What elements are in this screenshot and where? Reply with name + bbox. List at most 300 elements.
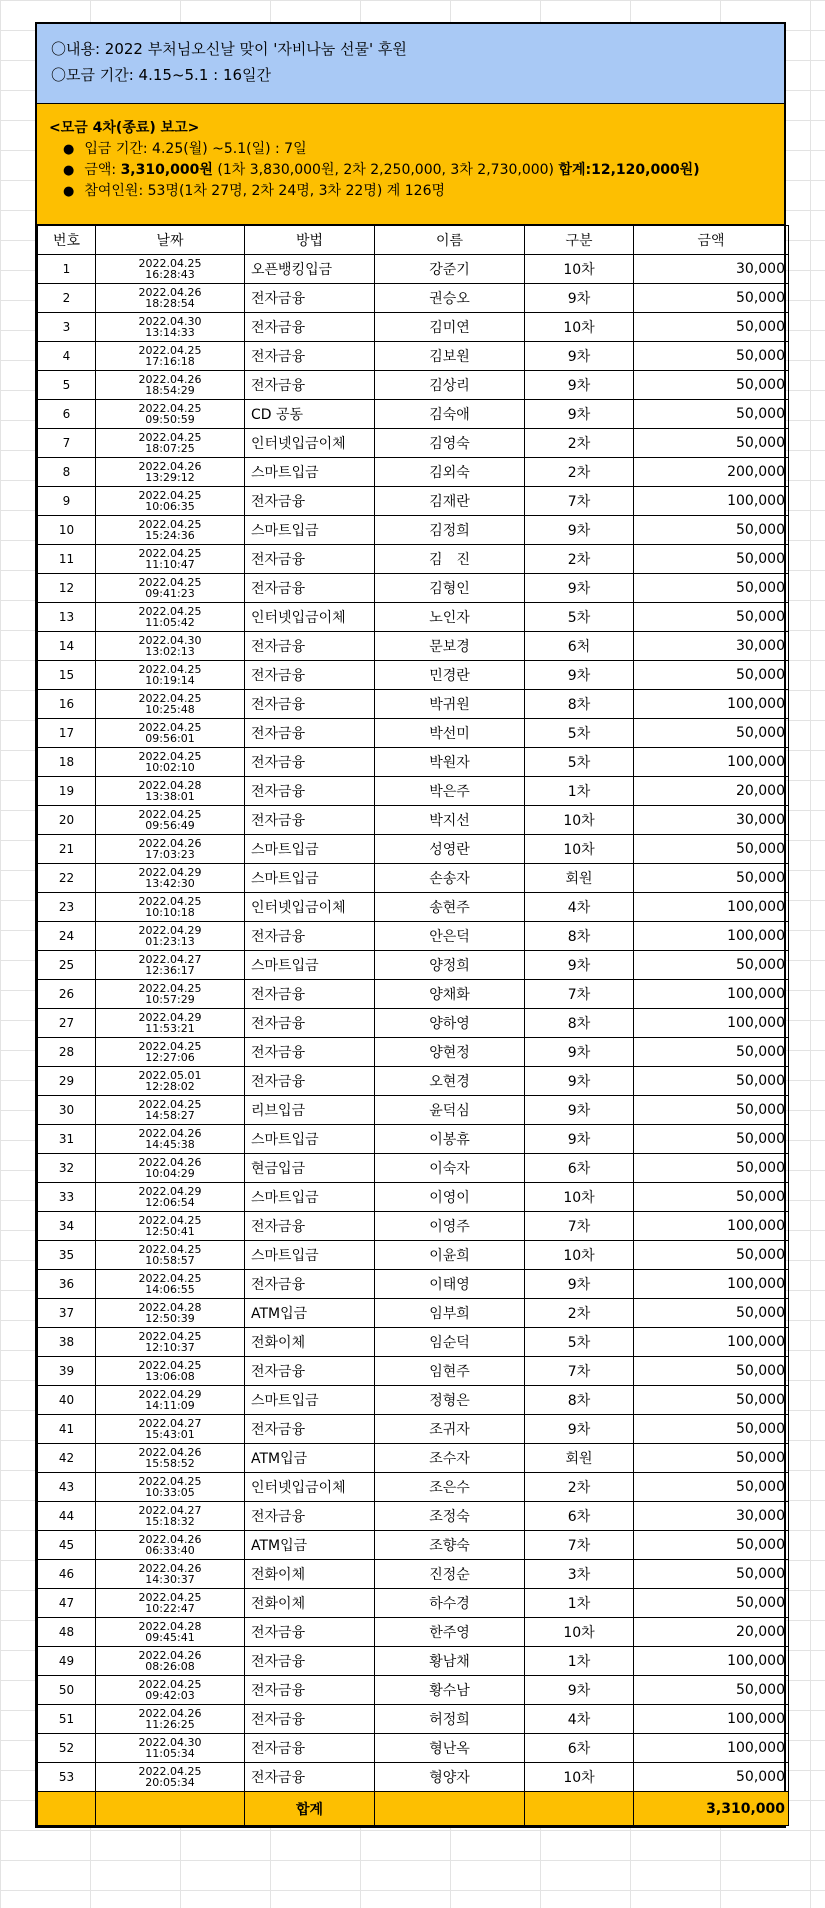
row-amount: 100,000 bbox=[634, 1647, 789, 1676]
row-name: 김보원 bbox=[375, 342, 525, 371]
row-date bbox=[96, 1154, 245, 1183]
row-method: 전자금융 bbox=[245, 980, 375, 1009]
table-row bbox=[38, 458, 789, 487]
row-name: 이영주 bbox=[375, 1212, 525, 1241]
total-label: 합계 bbox=[245, 1792, 375, 1826]
row-method: 전자금융 bbox=[245, 690, 375, 719]
row-gubun: 2차 bbox=[525, 1473, 634, 1502]
row-date-time: 10:25:48 bbox=[145, 703, 195, 716]
row-method: 전자금융 bbox=[245, 1357, 375, 1386]
row-name: 박은주 bbox=[375, 777, 525, 806]
table-row bbox=[38, 690, 789, 719]
row-name: 김숙애 bbox=[375, 400, 525, 429]
row-date-time: 14:58:27 bbox=[145, 1109, 195, 1122]
row-gubun: 1차 bbox=[525, 777, 634, 806]
row-date-day: 2022.04.29 bbox=[138, 866, 202, 879]
row-amount: 30,000 bbox=[634, 806, 789, 835]
row-name: 박지선 bbox=[375, 806, 525, 835]
row-gubun: 7차 bbox=[525, 1212, 634, 1241]
row-method: 인터넷입금이체 bbox=[245, 603, 375, 632]
row-date bbox=[96, 806, 245, 835]
table-row bbox=[38, 371, 789, 400]
row-number: 49 bbox=[38, 1647, 96, 1676]
row-method: 전자금융 bbox=[245, 922, 375, 951]
row-number: 52 bbox=[38, 1734, 96, 1763]
table-row bbox=[38, 893, 789, 922]
row-date-day: 2022.04.25 bbox=[138, 576, 202, 589]
row-date-day: 2022.04.25 bbox=[138, 518, 202, 531]
row-amount: 50,000 bbox=[634, 429, 789, 458]
table-row bbox=[38, 1386, 789, 1415]
row-name: 이숙자 bbox=[375, 1154, 525, 1183]
row-date-day: 2022.04.29 bbox=[138, 924, 202, 937]
total-cell-empty bbox=[38, 1792, 96, 1826]
row-gubun: 10차 bbox=[525, 1763, 634, 1792]
row-gubun: 7차 bbox=[525, 980, 634, 1009]
row-gubun: 10차 bbox=[525, 1183, 634, 1212]
table-row bbox=[38, 284, 789, 313]
row-number: 1 bbox=[38, 255, 96, 284]
row-date-day: 2022.04.25 bbox=[138, 750, 202, 763]
row-number: 9 bbox=[38, 487, 96, 516]
row-date-day: 2022.04.30 bbox=[138, 634, 202, 647]
row-date bbox=[96, 400, 245, 429]
row-date-day: 2022.04.25 bbox=[138, 1243, 202, 1256]
row-number: 43 bbox=[38, 1473, 96, 1502]
row-amount: 20,000 bbox=[634, 1618, 789, 1647]
row-name: 양현정 bbox=[375, 1038, 525, 1067]
row-number: 11 bbox=[38, 545, 96, 574]
row-amount: 50,000 bbox=[634, 1357, 789, 1386]
row-name: 임현주 bbox=[375, 1357, 525, 1386]
row-date-day: 2022.04.25 bbox=[138, 431, 202, 444]
table-row bbox=[38, 1125, 789, 1154]
row-method: 전자금융 bbox=[245, 371, 375, 400]
row-number: 45 bbox=[38, 1531, 96, 1560]
row-date bbox=[96, 777, 245, 806]
row-date-day: 2022.04.25 bbox=[138, 1765, 202, 1778]
row-method: 전자금융 bbox=[245, 1415, 375, 1444]
row-date-time: 12:10:37 bbox=[145, 1341, 195, 1354]
row-gubun: 9차 bbox=[525, 516, 634, 545]
row-gubun: 6처 bbox=[525, 632, 634, 661]
row-method: 전자금융 bbox=[245, 342, 375, 371]
row-method: 전자금융 bbox=[245, 1038, 375, 1067]
row-name: 박귀원 bbox=[375, 690, 525, 719]
row-number: 33 bbox=[38, 1183, 96, 1212]
row-number: 20 bbox=[38, 806, 96, 835]
row-date-time: 13:29:12 bbox=[145, 471, 195, 484]
row-name: 정형은 bbox=[375, 1386, 525, 1415]
row-date-day: 2022.04.25 bbox=[138, 1040, 202, 1053]
table-row bbox=[38, 603, 789, 632]
row-date bbox=[96, 1444, 245, 1473]
row-method: 인터넷입금이체 bbox=[245, 429, 375, 458]
row-date-time: 15:58:52 bbox=[145, 1457, 195, 1470]
row-name: 이봉휴 bbox=[375, 1125, 525, 1154]
row-name: 오현경 bbox=[375, 1067, 525, 1096]
row-date-time: 09:50:59 bbox=[145, 413, 195, 426]
row-date bbox=[96, 1067, 245, 1096]
row-date-day: 2022.04.26 bbox=[138, 286, 202, 299]
row-gubun: 1차 bbox=[525, 1589, 634, 1618]
amount-total: 합계:12,120,000원) bbox=[558, 162, 700, 178]
row-amount: 50,000 bbox=[634, 1676, 789, 1705]
report-title: <모금 4차(종료) 보고> bbox=[49, 120, 200, 136]
row-amount: 100,000 bbox=[634, 1009, 789, 1038]
row-date-time: 10:57:29 bbox=[145, 993, 195, 1006]
row-amount: 50,000 bbox=[634, 1096, 789, 1125]
row-number: 4 bbox=[38, 342, 96, 371]
row-date-time: 13:38:01 bbox=[145, 790, 195, 803]
row-date-time: 11:05:34 bbox=[145, 1747, 195, 1760]
row-number: 26 bbox=[38, 980, 96, 1009]
row-amount: 50,000 bbox=[634, 1763, 789, 1792]
row-date-time: 17:16:18 bbox=[145, 355, 195, 368]
table-row bbox=[38, 1734, 789, 1763]
row-amount: 20,000 bbox=[634, 777, 789, 806]
row-date-day: 2022.04.25 bbox=[138, 1330, 202, 1343]
total-amount: 3,310,000 bbox=[634, 1792, 789, 1826]
row-number: 35 bbox=[38, 1241, 96, 1270]
amount-detail: (1차 3,830,000원, 2차 2,250,000, 3차 2,730,000) bbox=[212, 162, 559, 178]
table-row bbox=[38, 1299, 789, 1328]
row-date bbox=[96, 719, 245, 748]
row-amount: 50,000 bbox=[634, 545, 789, 574]
table-row bbox=[38, 1009, 789, 1038]
row-date-time: 09:45:41 bbox=[145, 1631, 195, 1644]
row-method: 스마트입금 bbox=[245, 458, 375, 487]
table-row bbox=[38, 835, 789, 864]
row-amount: 50,000 bbox=[634, 342, 789, 371]
row-date-time: 13:42:30 bbox=[145, 877, 195, 890]
row-number: 40 bbox=[38, 1386, 96, 1415]
table-row bbox=[38, 1560, 789, 1589]
table-row bbox=[38, 1589, 789, 1618]
row-amount: 100,000 bbox=[634, 690, 789, 719]
table-row bbox=[38, 1183, 789, 1212]
row-amount: 30,000 bbox=[634, 255, 789, 284]
row-gubun: 9차 bbox=[525, 1067, 634, 1096]
row-gubun: 5차 bbox=[525, 748, 634, 777]
row-date-time: 20:05:34 bbox=[145, 1776, 195, 1789]
row-date-day: 2022.04.27 bbox=[138, 1417, 202, 1430]
row-amount: 50,000 bbox=[634, 1038, 789, 1067]
row-name: 이윤희 bbox=[375, 1241, 525, 1270]
row-method: 전자금융 bbox=[245, 1618, 375, 1647]
row-date-time: 09:56:49 bbox=[145, 819, 195, 832]
row-date bbox=[96, 603, 245, 632]
row-amount: 50,000 bbox=[634, 719, 789, 748]
row-date bbox=[96, 458, 245, 487]
row-date-day: 2022.04.27 bbox=[138, 953, 202, 966]
row-date-day: 2022.04.26 bbox=[138, 460, 202, 473]
row-date-day: 2022.04.29 bbox=[138, 1011, 202, 1024]
amount-bold: 3,310,000원 bbox=[120, 162, 213, 178]
row-date bbox=[96, 632, 245, 661]
row-amount: 50,000 bbox=[634, 1444, 789, 1473]
row-gubun: 9차 bbox=[525, 574, 634, 603]
row-number: 7 bbox=[38, 429, 96, 458]
row-number: 21 bbox=[38, 835, 96, 864]
row-amount: 30,000 bbox=[634, 1502, 789, 1531]
row-date bbox=[96, 1270, 245, 1299]
total-cell-empty bbox=[525, 1792, 634, 1826]
table-row bbox=[38, 806, 789, 835]
row-method: 전자금융 bbox=[245, 632, 375, 661]
row-date-day: 2022.04.29 bbox=[138, 1388, 202, 1401]
row-date bbox=[96, 1212, 245, 1241]
row-method: 인터넷입금이체 bbox=[245, 893, 375, 922]
row-name: 조수자 bbox=[375, 1444, 525, 1473]
row-name: 황수남 bbox=[375, 1676, 525, 1705]
row-method: 전자금융 bbox=[245, 1009, 375, 1038]
amount-prefix: 금액: bbox=[84, 162, 121, 178]
row-gubun: 3차 bbox=[525, 1560, 634, 1589]
row-gubun: 7차 bbox=[525, 487, 634, 516]
row-date-day: 2022.04.26 bbox=[138, 1446, 202, 1459]
row-amount: 100,000 bbox=[634, 1734, 789, 1763]
table-row bbox=[38, 574, 789, 603]
row-number: 42 bbox=[38, 1444, 96, 1473]
row-date bbox=[96, 835, 245, 864]
row-gubun: 9차 bbox=[525, 371, 634, 400]
row-method: 리브입금 bbox=[245, 1096, 375, 1125]
row-amount: 50,000 bbox=[634, 1299, 789, 1328]
row-date-day: 2022.04.25 bbox=[138, 605, 202, 618]
row-date-day: 2022.05.01 bbox=[138, 1069, 202, 1082]
row-name: 형난옥 bbox=[375, 1734, 525, 1763]
row-date-day: 2022.04.25 bbox=[138, 1098, 202, 1111]
row-name: 양하영 bbox=[375, 1009, 525, 1038]
row-number: 16 bbox=[38, 690, 96, 719]
table-row bbox=[38, 1154, 789, 1183]
row-method: 전자금융 bbox=[245, 661, 375, 690]
row-name: 김정희 bbox=[375, 516, 525, 545]
row-name: 박원자 bbox=[375, 748, 525, 777]
row-method: 전자금융 bbox=[245, 748, 375, 777]
row-date-day: 2022.04.26 bbox=[138, 1533, 202, 1546]
row-number: 38 bbox=[38, 1328, 96, 1357]
row-date bbox=[96, 1589, 245, 1618]
row-method: 오픈뱅킹입금 bbox=[245, 255, 375, 284]
row-name: 김형인 bbox=[375, 574, 525, 603]
row-name: 송현주 bbox=[375, 893, 525, 922]
row-method: 전화이체 bbox=[245, 1589, 375, 1618]
row-gubun: 7차 bbox=[525, 1531, 634, 1560]
row-method: 전자금융 bbox=[245, 777, 375, 806]
row-number: 48 bbox=[38, 1618, 96, 1647]
table-row bbox=[38, 719, 789, 748]
row-date-day: 2022.04.30 bbox=[138, 1736, 202, 1749]
row-number: 34 bbox=[38, 1212, 96, 1241]
row-date-day: 2022.04.25 bbox=[138, 1475, 202, 1488]
table-row bbox=[38, 545, 789, 574]
row-date-day: 2022.04.25 bbox=[138, 982, 202, 995]
row-amount: 200,000 bbox=[634, 458, 789, 487]
row-method: 전자금융 bbox=[245, 487, 375, 516]
table-row bbox=[38, 632, 789, 661]
row-number: 36 bbox=[38, 1270, 96, 1299]
row-amount: 50,000 bbox=[634, 1531, 789, 1560]
row-name: 문보경 bbox=[375, 632, 525, 661]
row-method: 인터넷입금이체 bbox=[245, 1473, 375, 1502]
row-amount: 50,000 bbox=[634, 1241, 789, 1270]
row-method: 스마트입금 bbox=[245, 1386, 375, 1415]
row-number: 41 bbox=[38, 1415, 96, 1444]
row-date-time: 11:26:25 bbox=[145, 1718, 195, 1731]
row-amount: 50,000 bbox=[634, 1067, 789, 1096]
col-header-amount: 금액 bbox=[634, 226, 789, 255]
row-gubun: 10차 bbox=[525, 313, 634, 342]
table-row bbox=[38, 1618, 789, 1647]
row-method: 스마트입금 bbox=[245, 1241, 375, 1270]
row-gubun: 4차 bbox=[525, 893, 634, 922]
row-number: 15 bbox=[38, 661, 96, 690]
row-date bbox=[96, 1502, 245, 1531]
row-date-time: 11:05:42 bbox=[145, 616, 195, 629]
total-cell-empty bbox=[96, 1792, 245, 1826]
row-date bbox=[96, 1096, 245, 1125]
table-row bbox=[38, 922, 789, 951]
table-row bbox=[38, 777, 789, 806]
row-gubun: 2차 bbox=[525, 1299, 634, 1328]
row-date-time: 10:10:18 bbox=[145, 906, 195, 919]
row-date bbox=[96, 1734, 245, 1763]
row-number: 22 bbox=[38, 864, 96, 893]
row-amount: 100,000 bbox=[634, 1270, 789, 1299]
row-name: 민경란 bbox=[375, 661, 525, 690]
row-date-day: 2022.04.26 bbox=[138, 837, 202, 850]
table-row bbox=[38, 516, 789, 545]
row-method: 전자금융 bbox=[245, 574, 375, 603]
col-header-date: 날짜 bbox=[96, 226, 245, 255]
row-method: 전자금융 bbox=[245, 1763, 375, 1792]
row-amount: 50,000 bbox=[634, 661, 789, 690]
row-date bbox=[96, 922, 245, 951]
row-gubun: 8차 bbox=[525, 922, 634, 951]
col-header-name: 이름 bbox=[375, 226, 525, 255]
row-number: 6 bbox=[38, 400, 96, 429]
table-row bbox=[38, 1067, 789, 1096]
row-number: 5 bbox=[38, 371, 96, 400]
row-name: 한주영 bbox=[375, 1618, 525, 1647]
row-date bbox=[96, 1038, 245, 1067]
row-date-time: 11:53:21 bbox=[145, 1022, 195, 1035]
row-name: 김재란 bbox=[375, 487, 525, 516]
row-date bbox=[96, 951, 245, 980]
row-date-day: 2022.04.25 bbox=[138, 1359, 202, 1372]
table-row bbox=[38, 1763, 789, 1792]
row-method: 전자금융 bbox=[245, 1647, 375, 1676]
row-date bbox=[96, 429, 245, 458]
row-date-time: 14:06:55 bbox=[145, 1283, 195, 1296]
row-gubun: 9차 bbox=[525, 284, 634, 313]
row-amount: 50,000 bbox=[634, 371, 789, 400]
row-date-time: 18:07:25 bbox=[145, 442, 195, 455]
row-date-time: 09:41:23 bbox=[145, 587, 195, 600]
row-date-time: 13:02:13 bbox=[145, 645, 195, 658]
row-amount: 50,000 bbox=[634, 1154, 789, 1183]
table-row bbox=[38, 1038, 789, 1067]
row-date-day: 2022.04.25 bbox=[138, 808, 202, 821]
row-amount: 50,000 bbox=[634, 1415, 789, 1444]
row-date-time: 14:11:09 bbox=[145, 1399, 195, 1412]
info-box bbox=[37, 24, 784, 104]
row-method: 스마트입금 bbox=[245, 951, 375, 980]
row-date bbox=[96, 574, 245, 603]
table-row bbox=[38, 1096, 789, 1125]
row-date bbox=[96, 1328, 245, 1357]
row-name: 조은수 bbox=[375, 1473, 525, 1502]
row-amount: 100,000 bbox=[634, 1212, 789, 1241]
row-date bbox=[96, 1299, 245, 1328]
row-number: 28 bbox=[38, 1038, 96, 1067]
row-method: 전화이체 bbox=[245, 1560, 375, 1589]
row-date-day: 2022.04.25 bbox=[138, 402, 202, 415]
row-name: 김미연 bbox=[375, 313, 525, 342]
row-number: 50 bbox=[38, 1676, 96, 1705]
row-name: 김외숙 bbox=[375, 458, 525, 487]
row-number: 2 bbox=[38, 284, 96, 313]
row-date-day: 2022.04.25 bbox=[138, 663, 202, 676]
row-amount: 50,000 bbox=[634, 516, 789, 545]
info-period-line: 〇모금 기간: 4.15~5.1 : 16일간 bbox=[51, 66, 272, 84]
row-date-day: 2022.04.25 bbox=[138, 489, 202, 502]
row-number: 31 bbox=[38, 1125, 96, 1154]
row-date bbox=[96, 313, 245, 342]
row-gubun: 회원 bbox=[525, 864, 634, 893]
row-gubun: 9차 bbox=[525, 342, 634, 371]
row-date-day: 2022.04.26 bbox=[138, 1127, 202, 1140]
table-row bbox=[38, 342, 789, 371]
row-amount: 50,000 bbox=[634, 574, 789, 603]
row-name: 김상리 bbox=[375, 371, 525, 400]
row-date-day: 2022.04.25 bbox=[138, 692, 202, 705]
row-gubun: 10차 bbox=[525, 806, 634, 835]
row-date bbox=[96, 1560, 245, 1589]
row-method: 전자금융 bbox=[245, 1705, 375, 1734]
table-row bbox=[38, 864, 789, 893]
row-date bbox=[96, 342, 245, 371]
row-date-time: 12:28:02 bbox=[145, 1080, 195, 1093]
row-method: CD 공동 bbox=[245, 400, 375, 429]
row-number: 47 bbox=[38, 1589, 96, 1618]
row-date bbox=[96, 748, 245, 777]
row-amount: 50,000 bbox=[634, 400, 789, 429]
row-gubun: 9차 bbox=[525, 951, 634, 980]
row-method: 전자금융 bbox=[245, 1676, 375, 1705]
row-date-time: 14:45:38 bbox=[145, 1138, 195, 1151]
row-date-time: 14:30:37 bbox=[145, 1573, 195, 1586]
row-gubun: 4차 bbox=[525, 1705, 634, 1734]
row-method: 전자금융 bbox=[245, 545, 375, 574]
row-number: 51 bbox=[38, 1705, 96, 1734]
row-method: 스마트입금 bbox=[245, 1125, 375, 1154]
table-row bbox=[38, 1357, 789, 1386]
table-row bbox=[38, 951, 789, 980]
row-number: 8 bbox=[38, 458, 96, 487]
row-date bbox=[96, 690, 245, 719]
row-name: 진정순 bbox=[375, 1560, 525, 1589]
row-name: 조향숙 bbox=[375, 1531, 525, 1560]
row-gubun: 2차 bbox=[525, 429, 634, 458]
row-gubun: 10차 bbox=[525, 1241, 634, 1270]
row-date-day: 2022.04.25 bbox=[138, 1272, 202, 1285]
row-date-day: 2022.04.28 bbox=[138, 1620, 202, 1633]
table-row bbox=[38, 313, 789, 342]
row-method: ATM입금 bbox=[245, 1531, 375, 1560]
